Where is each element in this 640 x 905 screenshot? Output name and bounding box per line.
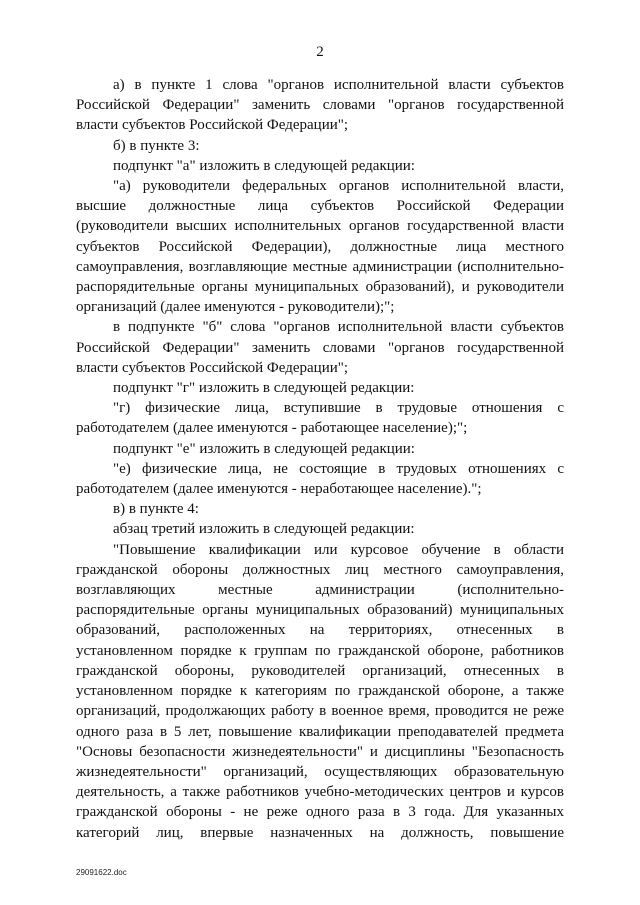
text-line: абзац третий изложить в следующей редакции:	[113, 521, 415, 538]
text-line: организаций (далее именуются - руководители);";	[76, 299, 395, 316]
text-line: "г) физические лица, вступившие в трудовые отношения с	[113, 400, 564, 417]
text-line: высшие должностные лица субъектов Российской Федерации	[76, 198, 564, 215]
text-line: гражданской обороны, руководителей организаций, отнесенных в	[76, 662, 564, 679]
text-line: а) в пункте 1 слова "органов исполнительной власти субъектов	[113, 77, 564, 93]
text-line: самоуправления, возглавляющие местные администрации (исполнительно-	[76, 258, 564, 275]
text-line: подпункт "а" изложить в следующей редакции:	[113, 157, 415, 174]
text-line: установленном порядке к категориям по гражданской обороне, а также	[76, 683, 564, 700]
text-line: жизнедеятельности" организаций, осуществляющих образовательную	[76, 763, 564, 780]
text-line: "а) руководители федеральных органов исполнительной власти,	[113, 178, 564, 195]
text-line: одного раза в 5 лет, повышение квалификации преподавателей предмета	[76, 723, 564, 740]
text-line: б) в пункте 3:	[113, 137, 200, 154]
text-line: Российской Федерации" заменить словами "органов государственной	[76, 97, 564, 114]
text-line: распорядительные органы муниципальных образований) муниципальных	[76, 602, 564, 619]
text-line: подпункт "е" изложить в следующей редакции:	[113, 440, 415, 457]
text-line: гражданской обороны - не реже одного раза в 3 года. Для указанных	[76, 804, 564, 821]
text-line: категорий лиц, впервые назначенных на должность, повышение	[76, 824, 564, 841]
text-line: субъектов Российской Федерации), должностные лица местного	[76, 238, 564, 255]
text-line: в подпункте "б" слова "органов исполнительной власти субъектов	[113, 319, 564, 336]
text-line: "Основы безопасности жизнедеятельности" и дисциплины "Безопасность	[76, 743, 564, 760]
text-line: гражданской обороны должностных лиц местного самоуправления,	[76, 561, 564, 578]
text-line: (руководители высших исполнительных органов государственной власти	[76, 218, 564, 235]
text-line: подпункт "г" изложить в следующей редакции:	[113, 380, 415, 397]
text-line: деятельность, а также работников учебно-методических центров и курсов	[76, 784, 564, 801]
page-number: 2	[316, 44, 324, 60]
text-line: образований, расположенных на территориях, отнесенных в	[76, 622, 564, 639]
document-body	[76, 75, 564, 843]
text-line: Российской Федерации" заменить словами "органов государственной	[76, 339, 564, 356]
text-line: распорядительные органы муниципальных образований), и руководители	[76, 279, 564, 296]
text-line: в) в пункте 4:	[113, 501, 199, 518]
text-line: власти субъектов Российской Федерации";	[76, 117, 349, 134]
text-line: работодателем (далее именуются - работающее население);";	[76, 420, 468, 437]
text-line: установленном порядке к группам по гражданской обороне, работников	[76, 642, 564, 659]
text-line: "е) физические лица, не состоящие в трудовых отношениях с	[113, 460, 564, 477]
text-line: работодателем (далее именуются - неработающее население).";	[76, 481, 482, 498]
text-line: власти субъектов Российской Федерации";	[76, 359, 349, 376]
text-line: "Повышение квалификации или курсовое обучение в области	[113, 541, 564, 558]
text-line: возглавляющих местные администрации (исполнительно-	[76, 582, 564, 599]
text-line: организаций, продолжающих работу в военное время, проводится не реже	[76, 703, 564, 720]
file-name-footer: 29091622.doc	[76, 868, 127, 877]
